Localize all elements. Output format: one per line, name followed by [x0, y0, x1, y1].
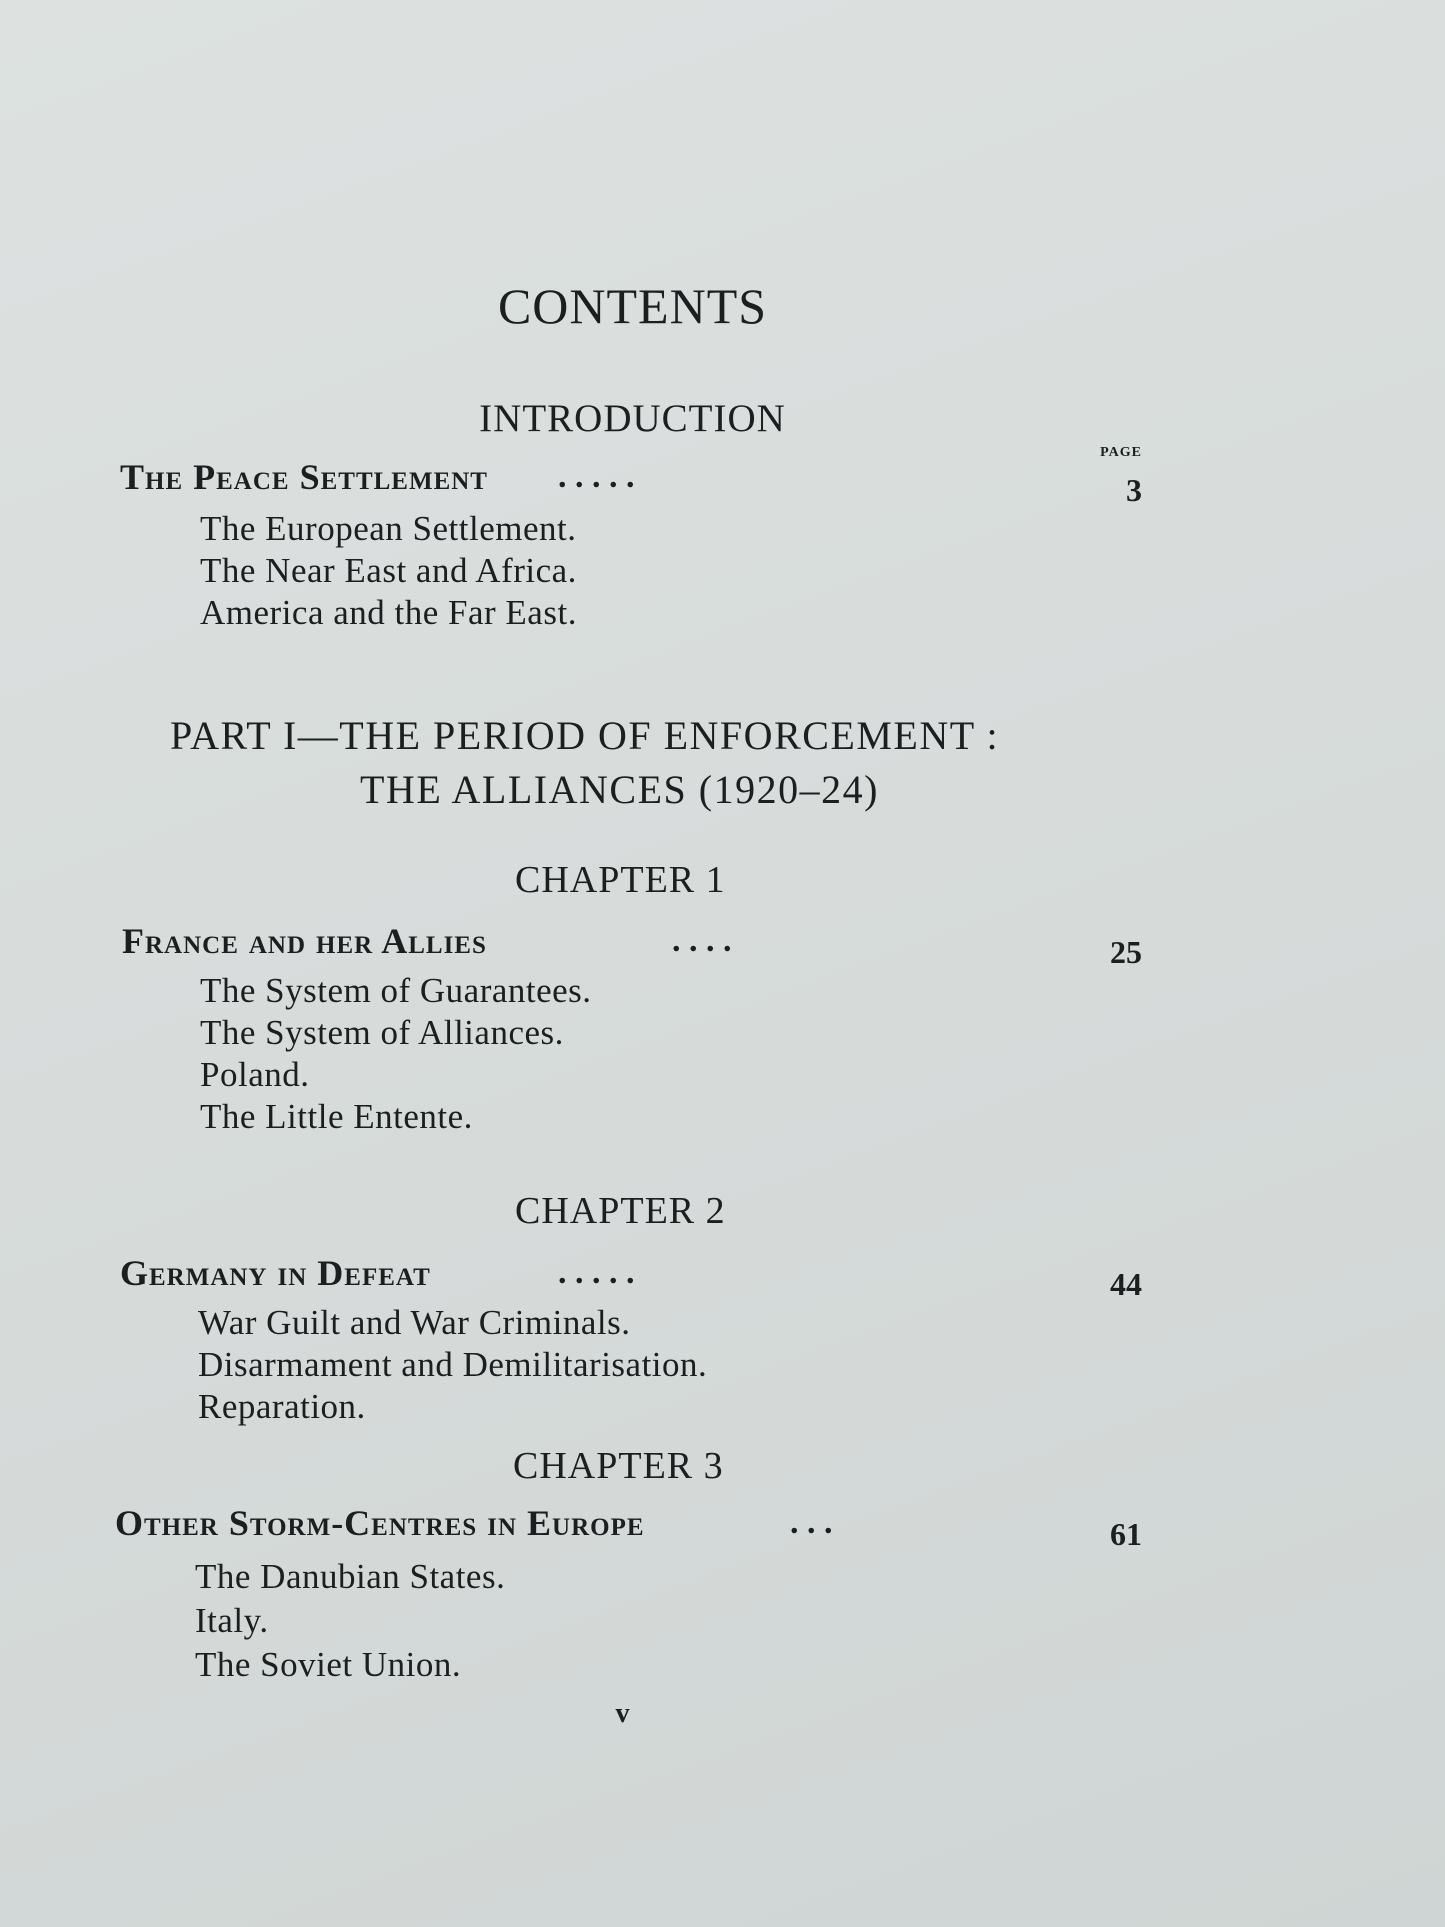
- intro-subitem: America and the Far East.: [200, 593, 577, 632]
- page-number-footer: v: [615, 1698, 630, 1729]
- intro-entry-leaders: . . . . .: [558, 458, 635, 495]
- chapter-subitem: The Little Entente.: [200, 1097, 473, 1136]
- chapter-subitem: War Guilt and War Criminals.: [198, 1303, 631, 1342]
- chapter-entry-leaders: . . . . .: [558, 1254, 635, 1291]
- chapter-subitem: The Danubian States.: [195, 1557, 506, 1596]
- chapter-subitem: Poland.: [200, 1055, 310, 1094]
- chapter-subitem: Disarmament and Demilitarisation.: [198, 1345, 708, 1384]
- intro-subitem: The Near East and Africa.: [200, 551, 577, 590]
- chapter-subitem: The System of Guarantees.: [200, 971, 592, 1010]
- chapter-subitem: The Soviet Union.: [195, 1645, 462, 1684]
- page-column-label: PAGE: [1100, 445, 1142, 460]
- part-heading-line1: PART I—THE PERIOD OF ENFORCEMENT :: [170, 713, 1000, 758]
- chapter-entry-leaders: . . . .: [672, 922, 732, 959]
- chapter-entry-page: 25: [1110, 934, 1142, 970]
- introduction-heading: INTRODUCTION: [479, 397, 786, 440]
- intro-subitem: The European Settlement.: [200, 509, 577, 548]
- chapter-entry-leaders: . . .: [790, 1504, 833, 1541]
- chapter-subitem: Reparation.: [198, 1387, 366, 1426]
- intro-entry-title: The Peace Settlement: [120, 457, 488, 497]
- chapter-subitem: Italy.: [195, 1601, 269, 1640]
- intro-entry-page: 3: [1126, 472, 1142, 508]
- chapter-entry-page: 44: [1110, 1266, 1142, 1302]
- chapter-heading: CHAPTER 1: [515, 859, 726, 901]
- chapter-subitem: The System of Alliances.: [200, 1013, 564, 1052]
- page-title: CONTENTS: [497, 278, 768, 334]
- chapter-heading: CHAPTER 3: [513, 1445, 724, 1487]
- chapter-heading: CHAPTER 2: [515, 1190, 726, 1232]
- chapter-entry-title: France and her Allies: [122, 921, 487, 961]
- part-heading-line2: THE ALLIANCES (1920–24): [360, 767, 879, 812]
- chapter-entry-title: Germany in Defeat: [120, 1253, 431, 1293]
- chapter-entry-page: 61: [1110, 1516, 1142, 1552]
- chapter-entry-title: Other Storm-Centres in Europe: [115, 1503, 645, 1543]
